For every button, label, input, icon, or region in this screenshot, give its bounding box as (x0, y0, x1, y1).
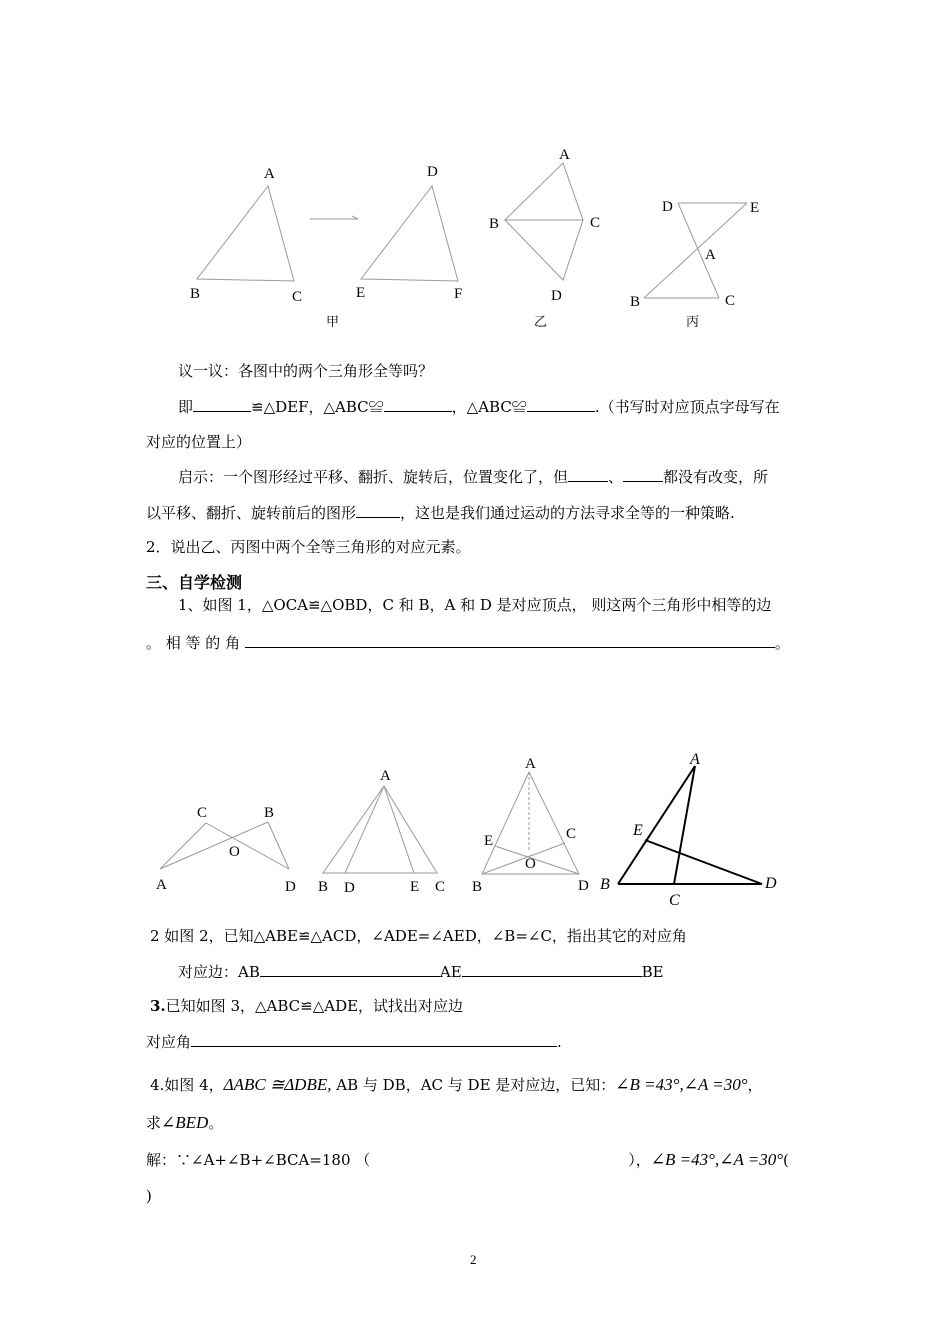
text: ）， (628, 1151, 651, 1169)
label-E: E (484, 833, 494, 849)
translate-arrow (310, 216, 358, 219)
figure-jia-right (361, 186, 458, 281)
text: AE (439, 963, 462, 981)
caption-yi: 乙 (534, 315, 548, 330)
label-C: C (435, 879, 446, 895)
q2-line: 2 如图 2，已知△ABE≌△ACD，∠ADE=∠AED，∠B=∠C，指出其它的对应角 (150, 927, 687, 945)
text: 。 (208, 1114, 224, 1132)
text: AB 与 DB，AC 与 DE 是对应边，已知： (331, 1076, 616, 1094)
label-D: D (578, 878, 589, 894)
blank[interactable] (568, 466, 608, 482)
q1-line: 1、如图 1，△OCA≌△OBD，C 和 B，A 和 D 是对应顶点， 则这两个三角形中相等的边 (178, 596, 772, 614)
blank[interactable] (260, 961, 440, 977)
figure-1 (160, 822, 289, 869)
q4-solution (146, 1150, 789, 1170)
q3-number: 3. (150, 997, 166, 1015)
label-E: E (750, 200, 760, 216)
text: ， (747, 1076, 763, 1094)
text: ≌△DEF，△ABC≌ (251, 398, 384, 416)
label-C: C (590, 215, 601, 231)
blank[interactable] (527, 396, 595, 412)
text: 对应角 (146, 1033, 192, 1051)
blank[interactable] (245, 632, 775, 648)
label-E: E (356, 285, 366, 301)
text: 都没有改变，所 (663, 468, 769, 486)
q3-line (150, 996, 463, 1016)
caption-jia: 甲 (326, 315, 340, 330)
label-B: B (600, 876, 610, 893)
discussion-prompt: 议一议：各图中的两个三角形全等吗？ (178, 362, 434, 380)
question-2-text: 2．说出乙、丙图中两个全等三角形的对应元素。 (146, 538, 471, 556)
text: 已知如图 3，△ABC≌△ADE，试找出对应边 (165, 997, 464, 1015)
label-A: A (559, 147, 570, 163)
figure-jia-left (197, 186, 294, 281)
q4-solution-end: ) (146, 1187, 152, 1205)
blank[interactable] (191, 1031, 557, 1047)
discussion-fill-line (178, 396, 780, 417)
text: 即 (178, 398, 194, 416)
text: 对应边：AB (178, 963, 260, 981)
label-A: A (705, 247, 716, 263)
math: ∠B =43°,∠A =30° (650, 1150, 784, 1169)
label-D: D (662, 199, 673, 215)
label-C: C (669, 892, 680, 909)
label-D: D (765, 875, 777, 892)
figure-yi (505, 163, 583, 280)
q4-find (146, 1113, 223, 1133)
label-B: B (264, 805, 275, 821)
label-B: B (190, 286, 201, 302)
math: ∠BED (161, 1113, 209, 1132)
blank[interactable] (384, 396, 452, 412)
text: . (557, 1033, 562, 1051)
q4-line (150, 1075, 763, 1095)
section-heading: 三、自学检测 (146, 573, 243, 592)
math: ΔABC ≅ΔDBE, (223, 1075, 332, 1094)
label-C: C (725, 293, 736, 309)
blank[interactable] (462, 961, 642, 977)
text: ( (783, 1151, 789, 1169)
label-A: A (690, 751, 700, 768)
blank[interactable] (193, 396, 251, 412)
math: ∠B =43°,∠A =30° (615, 1075, 748, 1094)
label-D: D (344, 880, 355, 896)
hint-line (178, 466, 768, 487)
text: 解：∵∠A+∠B+∠BCA=180 （ (146, 1151, 371, 1169)
q3-angles (146, 1031, 562, 1052)
text: .（书写时对应顶点字母写在 (594, 398, 780, 416)
text: BE (641, 963, 664, 981)
label-E: E (410, 879, 420, 895)
label-A: A (380, 768, 391, 784)
figure-bing (644, 203, 747, 298)
label-C: C (566, 826, 577, 842)
text: 启示：一个图形经过平移、翻折、旋转后，位置变化了，但 (178, 468, 569, 486)
label-B: B (472, 879, 483, 895)
label-O: O (229, 844, 240, 860)
text: 、 (608, 468, 624, 486)
caption-bing: 丙 (686, 315, 700, 330)
label-A: A (156, 877, 167, 893)
label-A: A (264, 166, 275, 182)
q1-line-2 (146, 632, 790, 653)
label-A: A (525, 756, 536, 772)
label-D: D (285, 879, 296, 895)
text: ，△ABC≌ (451, 398, 527, 416)
text: 求 (146, 1114, 162, 1132)
label-O: O (525, 856, 536, 872)
label-D: D (427, 164, 438, 180)
discussion-note: 对应的位置上） (146, 433, 252, 451)
text: ，这也是我们通过运动的方法寻求全等的一种策略. (400, 504, 735, 522)
label-B: B (630, 294, 641, 310)
figure-2 (323, 786, 437, 873)
text: 。 相 等 的 角 (146, 634, 241, 652)
label-B: B (489, 216, 500, 232)
text: 。 (774, 634, 790, 652)
label-F: F (454, 286, 463, 302)
text: 以平移、翻折、旋转前后的图形 (146, 504, 357, 522)
text: 4.如图 4， (150, 1076, 224, 1094)
blank[interactable] (623, 466, 663, 482)
hint-line-2 (146, 502, 735, 523)
label-D: D (551, 288, 562, 304)
page-number: 2 (470, 1252, 477, 1267)
blank[interactable] (356, 502, 400, 518)
label-C: C (292, 289, 303, 305)
q2-sides (178, 961, 664, 982)
label-C: C (197, 805, 208, 821)
label-E: E (633, 822, 643, 839)
label-B: B (318, 879, 329, 895)
